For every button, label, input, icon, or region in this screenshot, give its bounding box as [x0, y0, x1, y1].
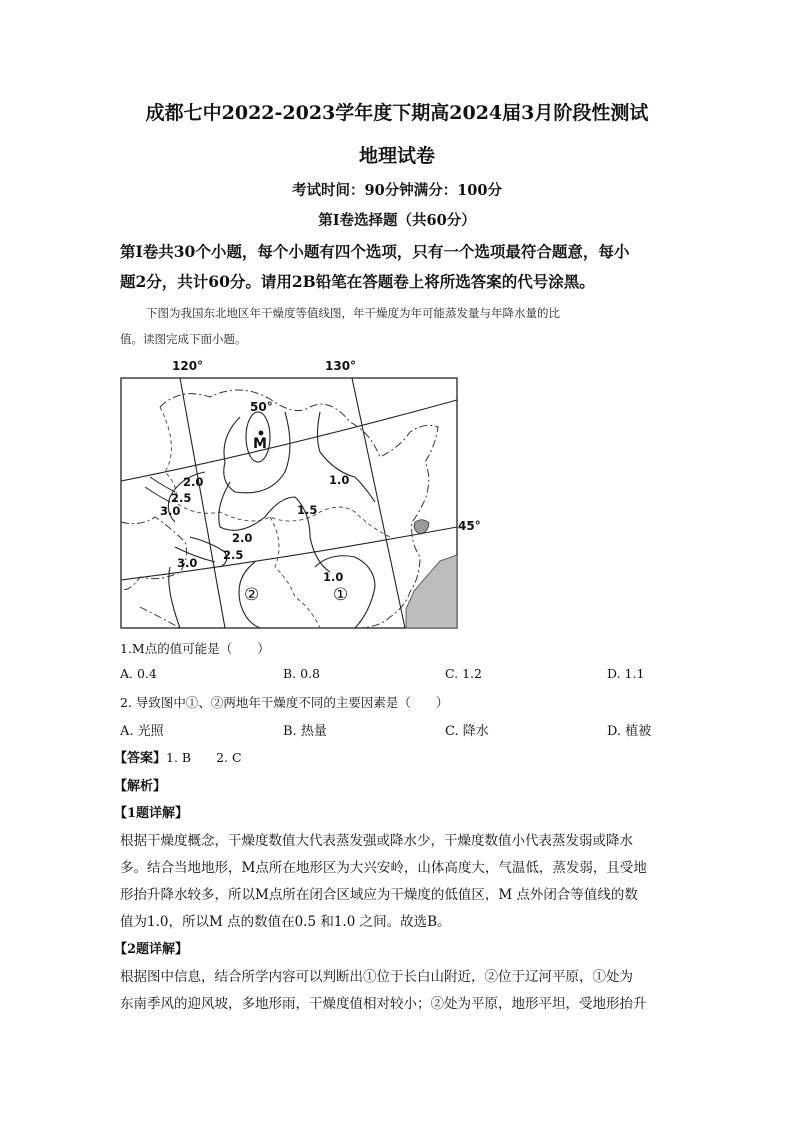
question-2-option-a: A. 光照 — [120, 724, 164, 739]
question-2-option-d: D. 植被 — [607, 724, 652, 739]
q2-detail-tag: 【2题详解】 — [114, 942, 189, 957]
exam-time-info: 考试时间：90分钟满分：100分 — [292, 182, 502, 199]
lon-label-130: 130° — [325, 359, 357, 373]
lat-label-45: 45° — [458, 519, 481, 533]
answer-text: 1. B 2. C — [166, 750, 242, 765]
answer-tag: 【答案】 — [114, 751, 167, 766]
contour-label-3-0-north: 3.0 — [160, 504, 181, 518]
contour-label-1-0-south: 1.0 — [323, 570, 344, 584]
contour-label-2-0-north: 2.0 — [183, 475, 204, 489]
answer-row — [114, 747, 242, 766]
lon-label-120: 120° — [172, 359, 204, 373]
q1-detail-line-2: 多。结合当地地形，M点所在地形区为大兴安岭，山体高度大，气温低，蒸发弱，且受地 — [120, 860, 647, 876]
question-2-stem: 2. 导致图中①、②两地年干燥度不同的主要因素是（ ） — [120, 695, 449, 710]
region-label-2: ② — [244, 585, 260, 605]
question-2-option-c: C. 降水 — [445, 724, 489, 739]
lat-label-50: 50° — [250, 400, 273, 414]
contour-label-2-5-south: 2.5 — [223, 548, 244, 562]
q1-detail-line-4: 值为1.0，所以M 点的数值在0.5 和1.0 之间。故选B。 — [120, 914, 451, 930]
q1-detail-line-1: 根据干燥度概念，干燥度数值大代表蒸发强或降水少，干燥度数值小代表蒸发弱或降水 — [120, 833, 633, 849]
q2-detail-line-1: 根据图中信息，结合所学内容可以判断出①位于长白山附近，②位于辽河平原，①处为 — [120, 969, 633, 985]
instruction-line-2: 题2分，共计60分。请用2B铅笔在答题卷上将所选答案的代号涂黑。 — [120, 272, 595, 291]
question-2-option-b: B. 热量 — [283, 724, 327, 739]
intro-line-1: 下图为我国东北地区年干燥度等值线图，年干燥度为年可能蒸发量与年降水量的比 — [146, 306, 560, 320]
region-label-1: ① — [333, 585, 349, 605]
q2-detail-line-2: 东南季风的迎风坡，多地形雨，干燥度值相对较小；②处为平原，地形平坦，受地形抬升 — [120, 996, 647, 1012]
q1-detail-line-3: 形抬升降水较多，所以M点所在闭合区域应为干燥度的低值区，M 点外闭合等值线的数 — [120, 887, 638, 903]
exam-subtitle: 地理试卷 — [358, 145, 435, 167]
contour-label-1-5: 1.5 — [297, 503, 318, 517]
m-point-label: M — [253, 436, 267, 452]
m-point — [259, 431, 264, 436]
analysis-tag: 【解析】 — [114, 779, 167, 794]
contour-label-1-0-north: 1.0 — [329, 473, 350, 487]
contour-label-3-0-south: 3.0 — [177, 556, 198, 570]
question-1-option-c: C. 1.2 — [445, 666, 482, 681]
question-1-option-b: B. 0.8 — [283, 666, 321, 681]
question-1-stem: 1.M点的值可能是（ ） — [120, 641, 270, 656]
contour-label-2-0-south: 2.0 — [232, 531, 253, 545]
instruction-line-1: 第Ⅰ卷共30个小题，每个小题有四个选项，只有一个选项最符合题意，每小 — [120, 242, 630, 261]
contour-label-2-5-north: 2.5 — [171, 491, 192, 505]
question-1-option-d: D. 1.1 — [607, 666, 645, 681]
section-title: 第Ⅰ卷选择题（共60分） — [318, 212, 476, 229]
intro-line-2: 值。读图完成下面小题。 — [120, 332, 247, 346]
question-1-option-a: A. 0.4 — [120, 666, 157, 681]
q1-detail-tag: 【1题详解】 — [114, 806, 189, 821]
exam-title: 成都七中2022-2023学年度下期高2024届3月阶段性测试 — [145, 102, 649, 124]
